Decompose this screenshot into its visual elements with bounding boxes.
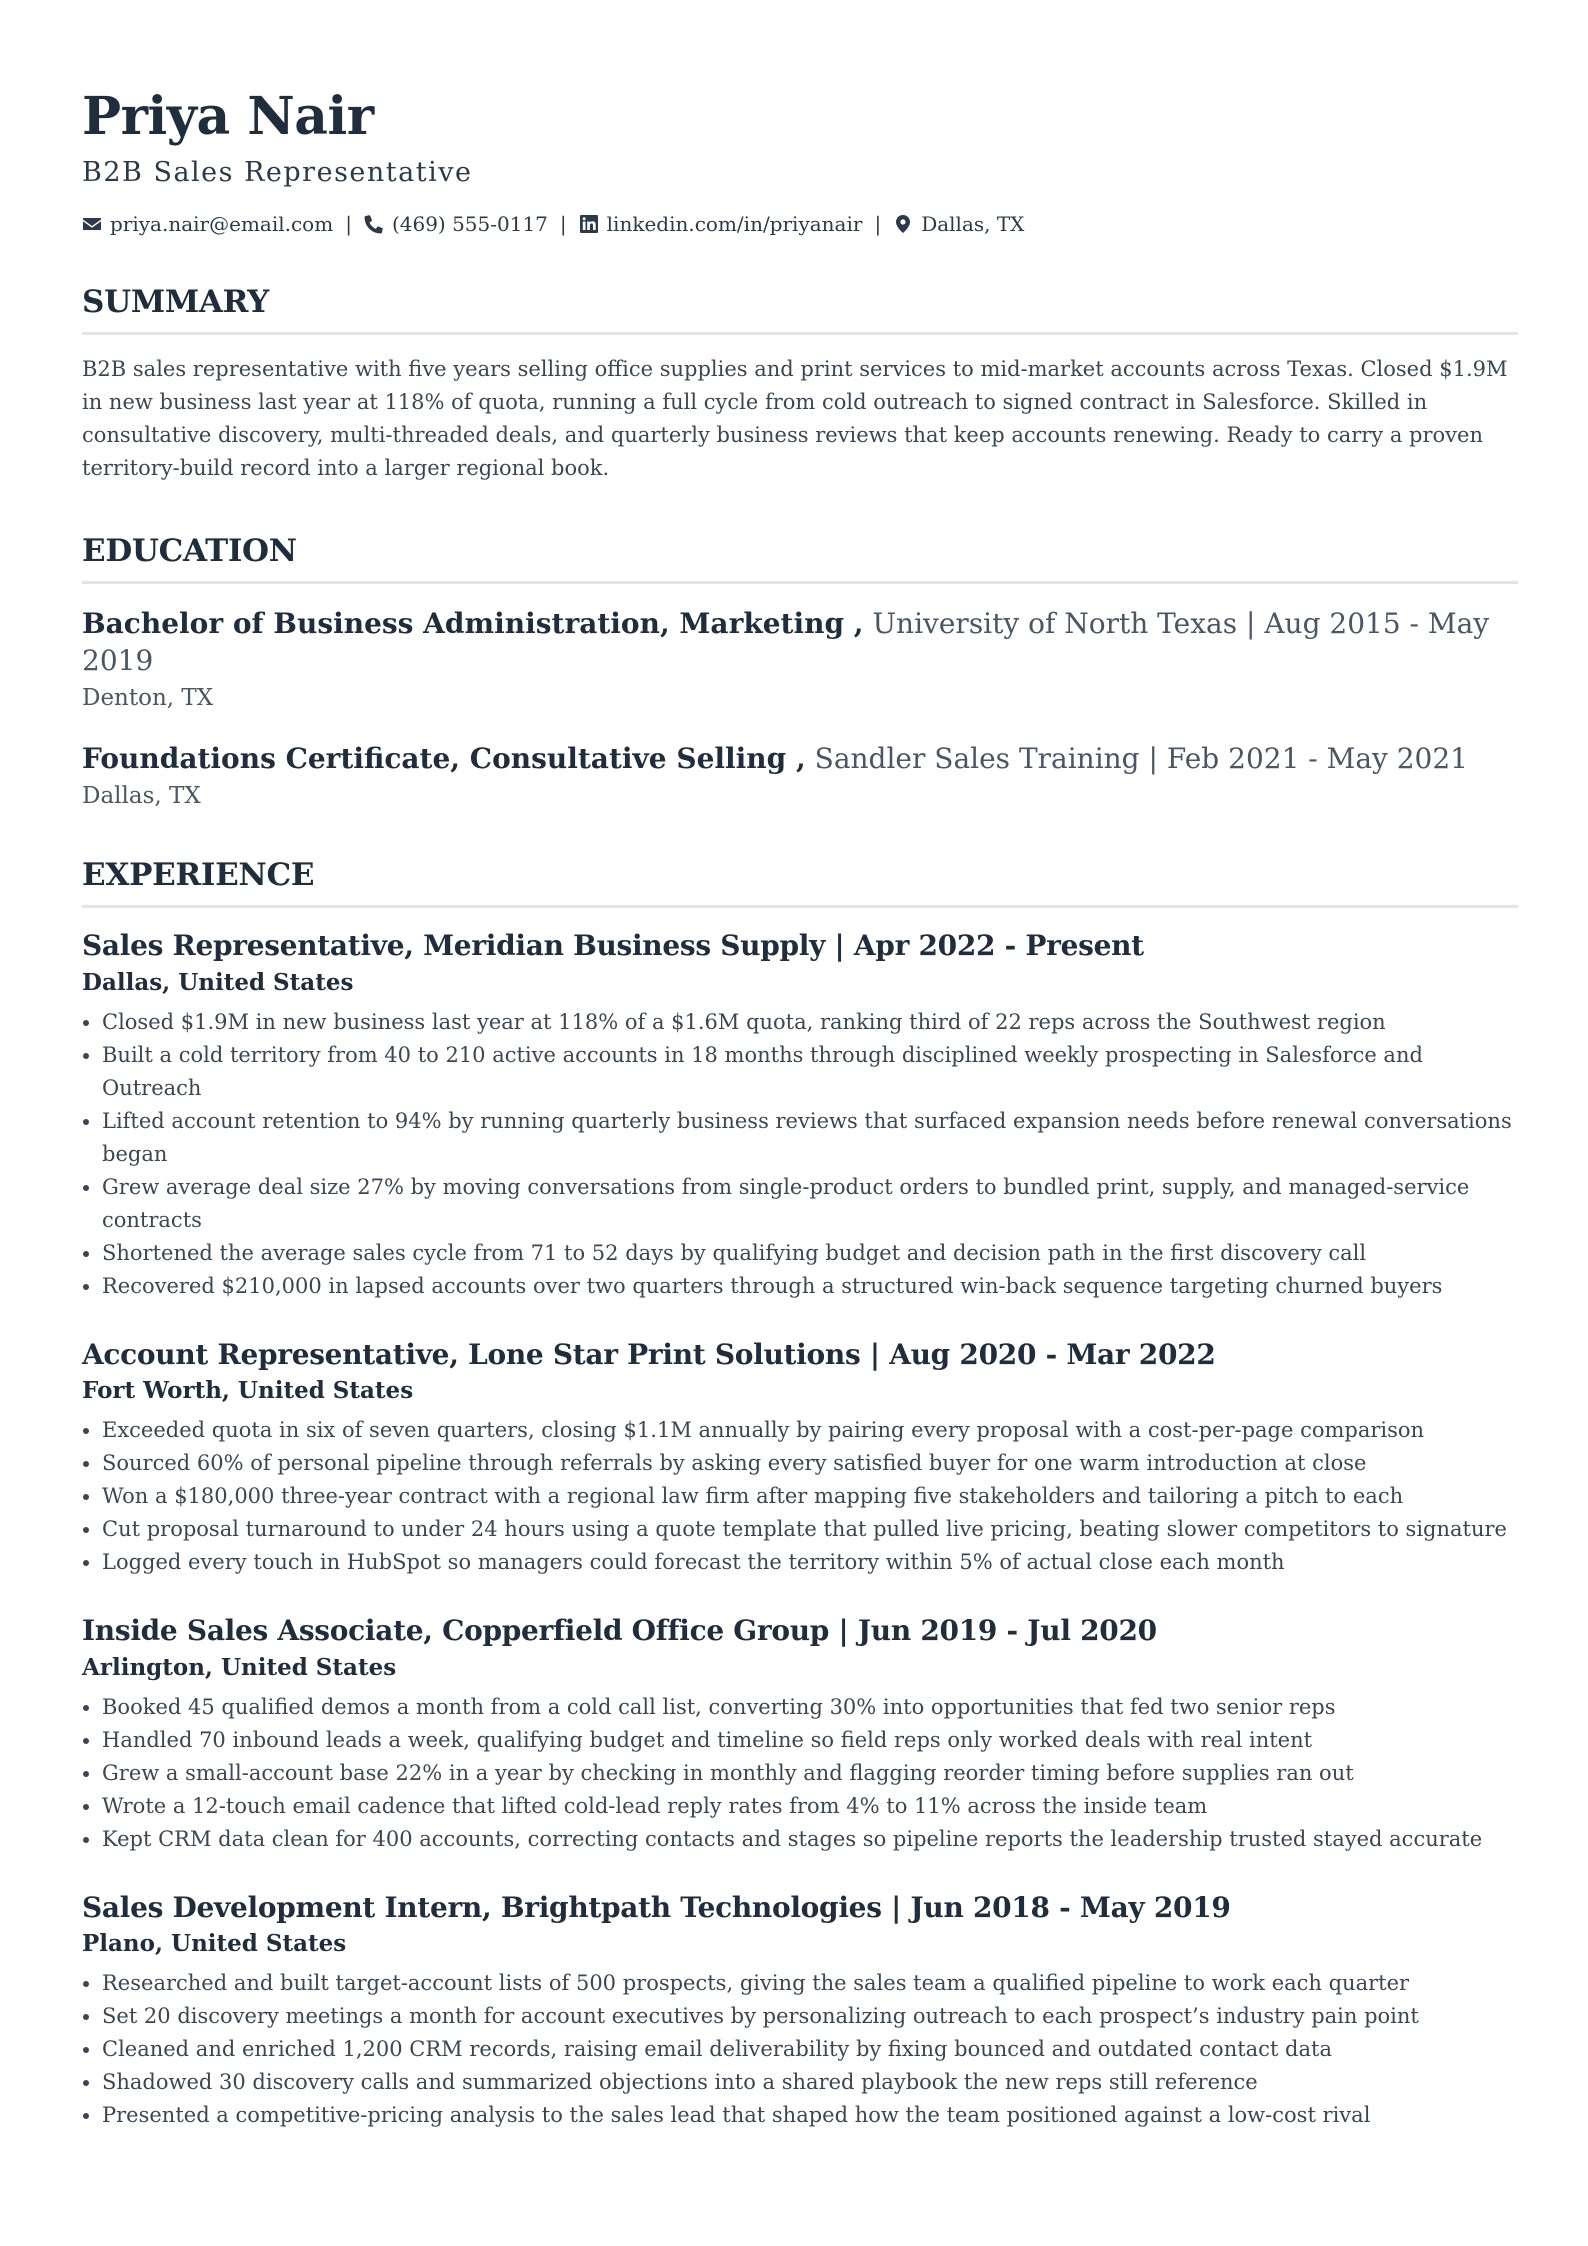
job-bullet: • Booked 45 qualified demos a month from a cold call list, converting 30% into opportunities that fed two senior reps (102, 1691, 1518, 1724)
education-section (82, 533, 1518, 809)
job-bullet: • Recovered $210,000 in lapsed accounts over two quarters through a structured win-back sequence targeting churned buyers (102, 1270, 1518, 1303)
education-details: Sandler Sales Training | Feb 2021 - May 2021 (814, 741, 1468, 775)
job-entry (82, 1890, 1518, 2132)
job-title: Account Representative, Lone Star Print Solutions | Aug 2020 - Mar 2022 (82, 1337, 1216, 1371)
job-bullet: • Shortened the average sales cycle from 71 to 52 days by qualifying budget and decision path in the first discovery call (102, 1237, 1518, 1270)
job-bullets (82, 1967, 1518, 2132)
contact-bar (82, 212, 1518, 236)
job-bullet: • Grew a small-account base 22% in a year by checking in monthly and flagging reorder timing before supplies ran out (102, 1757, 1518, 1790)
experience-section (82, 857, 1518, 2132)
section-title: SUMMARY (82, 284, 1518, 335)
job-bullet: • Wrote a 12-touch email cadence that lifted cold-lead reply rates from 4% to 11% across the inside team (102, 1790, 1518, 1823)
contact-location (893, 212, 1024, 236)
contact-email[interactable] (82, 212, 333, 236)
job-bullet: • Exceeded quota in six of seven quarters, closing $1.1M annually by pairing every proposal with a cost-per-page comparison (102, 1414, 1518, 1447)
map-pin-icon (893, 214, 913, 234)
job-location: Arlington, United States (82, 1653, 397, 1681)
section-title: EDUCATION (82, 533, 1518, 584)
summary-section (82, 284, 1518, 485)
education-location: Dallas, TX (82, 783, 201, 810)
job-bullet: • Cleaned and enriched 1,200 CRM records, raising email deliverability by fixing bounced and outdated contact data (102, 2033, 1518, 2066)
job-bullet: • Handled 70 inbound leads a week, qualifying budget and timeline so field reps only worked deals with real intent (102, 1724, 1518, 1757)
education-line (82, 606, 1518, 679)
job-bullets (82, 1006, 1518, 1303)
education-entry (82, 741, 1518, 809)
linkedin-icon (579, 214, 599, 234)
contact-separator: | (345, 212, 352, 237)
job-title: Sales Representative, Meridian Business Supply | Apr 2022 - Present (82, 929, 1144, 963)
job-entry (82, 928, 1518, 1302)
job-bullet: • Lifted account retention to 94% by running quarterly business reviews that surfaced expansion needs before renewal conversations began (102, 1105, 1518, 1171)
section-title: EXPERIENCE (82, 857, 1518, 908)
education-line (82, 741, 1518, 777)
envelope-icon (82, 214, 102, 234)
job-bullets (82, 1414, 1518, 1579)
contact-separator: | (874, 212, 882, 237)
job-bullet: • Closed $1.9M in new business last year at 118% of a $1.6M quota, ranking third of 22 reps across the Southwest region (102, 1006, 1518, 1039)
job-bullet: • Logged every touch in HubSpot so managers could forecast the territory within 5% of actual close each month (102, 1546, 1518, 1579)
job-bullet: • Won a $180,000 three-year contract with a regional law firm after mapping five stakeholders and tailoring a pitch to each (102, 1480, 1518, 1513)
job-entry (82, 1337, 1518, 1579)
education-entry (82, 606, 1518, 711)
job-title: Sales Development Intern, Brightpath Technologies | Jun 2018 - May 2019 (82, 1890, 1231, 1924)
job-bullet: • Researched and built target-account lists of 500 prospects, giving the sales team a qualified pipeline to work each quarter (102, 1967, 1518, 2000)
job-location: Plano, United States (82, 1929, 347, 1957)
education-location: Denton, TX (82, 684, 214, 711)
job-bullet: • Built a cold territory from 40 to 210 active accounts in 18 months through disciplined weekly prospecting in Salesforce and Outreach (102, 1039, 1518, 1105)
job-bullet: • Shadowed 30 discovery calls and summarized objections into a shared playbook the new reps still reference (102, 2066, 1518, 2099)
job-title: Inside Sales Associate, Copperfield Office Group | Jun 2019 - Jul 2020 (82, 1614, 1157, 1648)
education-details: University of North Texas | Aug 2015 - May 2019 (82, 607, 1490, 677)
degree-name: Foundations Certificate, Consultative Selling , (82, 741, 806, 775)
job-location: Fort Worth, United States (82, 1377, 414, 1405)
job-bullet: • Set 20 discovery meetings a month for account executives by personalizing outreach to each prospect’s industry pain point (102, 2000, 1518, 2033)
contact-linkedin[interactable] (579, 212, 863, 236)
summary-text: B2B sales representative with five years selling office supplies and print services to mid-market accounts across Texas. Closed $1.9M in new business last year at 118% of quota, running a full cycle from cold outreach to signed contract in Salesforce. Skilled in consultative discovery, multi-threaded deals, and quarterly business reviews that keep accounts renewing. Ready to carry a proven territory-build record into a larger regional book. (82, 357, 1508, 481)
job-bullet: • Cut proposal turnaround to under 24 hours using a quote template that pulled live pricing, beating slower competitors to signature (102, 1513, 1518, 1546)
location-text: Dallas, TX (921, 212, 1025, 237)
degree-name: Bachelor of Business Administration, Marketing , (82, 607, 864, 641)
email-text: priya.nair@email.com (110, 212, 334, 237)
job-bullet: • Presented a competitive-pricing analysis to the sales lead that shaped how the team positioned against a low-cost rival (102, 2099, 1518, 2132)
job-location: Dallas, United States (82, 968, 354, 996)
contact-phone[interactable] (364, 212, 548, 236)
linkedin-text: linkedin.com/in/priyanair (606, 212, 863, 237)
candidate-name: Priya Nair (82, 86, 374, 147)
phone-text: (469) 555-0117 (391, 212, 548, 237)
contact-separator: | (559, 212, 567, 237)
job-bullet: • Kept CRM data clean for 400 accounts, correcting contacts and stages so pipeline reports the leadership trusted stayed accurate (102, 1823, 1518, 1856)
phone-icon (364, 214, 384, 234)
job-bullets (82, 1691, 1518, 1856)
resume-header (82, 88, 1518, 236)
job-bullet: • Sourced 60% of personal pipeline through referrals by asking every satisfied buyer for one warm introduction at close (102, 1447, 1518, 1480)
job-bullet: • Grew average deal size 27% by moving conversations from single-product orders to bundled print, supply, and managed-service contracts (102, 1171, 1518, 1237)
candidate-headline: B2B Sales Representative (82, 157, 473, 189)
job-entry (82, 1613, 1518, 1855)
